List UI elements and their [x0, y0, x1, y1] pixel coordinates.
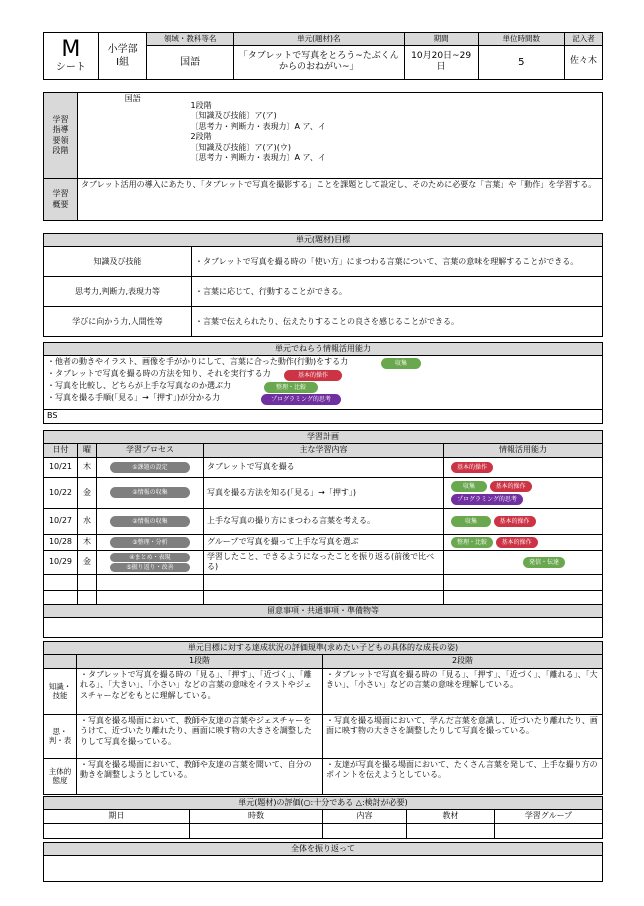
col-date: 日付 [44, 444, 78, 457]
notes-body [44, 618, 603, 638]
plan-content: タブレットで写真を撮る [204, 457, 444, 477]
goals-table [43, 233, 603, 337]
eval-s1: ・写真を撮る場面において、教師や友達の言葉やジェスチャーをうけて、近づいたり離れたり、画面に映す物の大きさを調整したりして写真を撮っている。 [77, 714, 323, 758]
unit-value: 「タブレットで写真をとろう~たぶくんからのおねがい~」 [233, 45, 404, 79]
plan-row [44, 477, 603, 508]
ability-text: ・写真を撮る手順(「見る」→「押す」)が分かる力 [47, 393, 220, 403]
subject-value: 国語 [147, 45, 233, 79]
guidance-line: 2段階 [190, 132, 212, 142]
plan-date: 10/22 [44, 477, 78, 508]
guidance-label: 学習指導要領段階 [44, 93, 78, 179]
plan-row-empty [44, 574, 603, 590]
goal-text: ・言葉に応じて、行動することができる。 [192, 277, 603, 307]
ability-tag: 基本的操作 [490, 481, 532, 492]
sheet-small: シート [55, 62, 86, 74]
review-title: 単元(題材)の評価(○:十分である △:検討が必要) [44, 797, 603, 810]
ability-tag: 整理・比較 [264, 382, 318, 393]
goals-title: 単元(題材)目標 [44, 234, 603, 247]
review-col: 内容 [323, 810, 407, 823]
plan-date: 10/27 [44, 508, 78, 534]
overview-label: 学習概要 [44, 179, 78, 221]
plan-row [44, 534, 603, 550]
guidance-line: 〔知識及び技能〕ア(ア) [190, 111, 277, 121]
ability-text: ・タブレットで写真を撮る時の方法を知り、それを実行する力 [47, 369, 271, 379]
review-col: 期日 [44, 810, 190, 823]
ability-item [47, 369, 599, 381]
guidance-line: 〔思考力・判断力・表現力〕A ア、イ [190, 121, 326, 131]
goal-label: 知識及び技能 [44, 247, 192, 277]
ability-text: ・写真を比較し、どちらが上手な写真なのか選ぶ力 [47, 381, 231, 391]
ability-tag: 収集 [451, 516, 491, 527]
ability-tag: 基本的操作 [496, 537, 538, 548]
label-period: 期間 [404, 33, 478, 46]
process-badge: ②情報の収集 [110, 516, 190, 527]
guidance-lines [188, 93, 603, 179]
abilities-title: 単元でねらう情報活用能力 [44, 343, 603, 356]
plan-content: 写真を撮る方法を知る(「見る」→「押す」) [204, 477, 444, 508]
guidance-line: 〔思考力・判断力・表現力〕A ア、イ [190, 152, 326, 162]
plan-date: 10/28 [44, 534, 78, 550]
plan-content: 上手な写真の撮り方にまつわる言葉を考える。 [204, 508, 444, 534]
dept: 小学部 [107, 43, 138, 55]
eval-label: 思・判・表 [44, 714, 77, 758]
ability-tag: 基本的操作 [451, 462, 493, 473]
plan-day: 木 [78, 457, 97, 477]
abilities-note: BS [44, 410, 603, 423]
reflect-body [44, 856, 603, 882]
ability-tag: 基本的操作 [284, 370, 342, 381]
guidance-line: 1段階 [190, 101, 212, 110]
label-subject: 領域・教科等名 [147, 33, 233, 46]
goal-text: ・言葉で伝えられたり、伝えたりすることの良さを感じることができる。 [192, 307, 603, 337]
eval-s1: ・写真を撮る場面において、教師や友達の言葉を聞いて、自分の動きを調整しようとしている。 [77, 758, 323, 794]
ability-tag: 基本的操作 [494, 516, 536, 527]
notes-title: 留意事項・共通事項・準備物等 [44, 605, 603, 618]
eval-title: 単元目標に対する達成状況の評価規準(求めたい子どもの具体的な成長の姿) [44, 642, 603, 655]
eval-s2: ・タブレットで写真を撮る時の「見る」、「押す」、「近づく」、「離れる」、「大きい」、「小さい」などの言葉の意味を理解している。 [323, 668, 603, 714]
eval-col1: 1段階 [77, 655, 323, 668]
header-table [43, 32, 603, 80]
plan-date: 10/21 [44, 457, 78, 477]
writer-value: 佐々木 [565, 45, 603, 79]
guidance-sublabel: 国語 [78, 93, 188, 179]
eval-col2: 2段階 [323, 655, 603, 668]
eval-s2: ・写真を撮る場面において、学んだ言葉を意識し、近づいたり離れたり、画面に映す物の大きさを調整したりして写真を撮っている。 [323, 714, 603, 758]
abilities-list [44, 356, 603, 410]
goal-text: ・タブレットで写真を撮る時の「使い方」にまつわる言葉について、言葉の意味を理解することができる。 [192, 247, 603, 277]
col-ability: 情報活用能力 [444, 444, 603, 457]
col-content: 主な学習内容 [204, 444, 444, 457]
plan-content: 学習したこと、できるようになったことを振り返る(前後で比べる) [204, 550, 444, 574]
ability-item [47, 393, 599, 405]
goal-label: 学びに向かう力,人間性等 [44, 307, 192, 337]
process-badge: ④まとめ・表現 [110, 553, 190, 562]
plan-day: 金 [78, 550, 97, 574]
eval-label: 知識・技能 [44, 668, 77, 714]
plan-date: 10/29 [44, 550, 78, 574]
ability-item [47, 357, 599, 369]
eval-label: 主体的態度 [44, 758, 77, 794]
plan-content: グループで写真を撮って上手な写真を選ぶ [204, 534, 444, 550]
process-badge: ③整理・分析 [110, 537, 190, 548]
plan-day: 木 [78, 534, 97, 550]
plan-day: 水 [78, 508, 97, 534]
ability-tag: プログラミング的思考 [451, 494, 523, 505]
ability-item [47, 381, 599, 393]
ability-tag: 収集 [381, 358, 421, 369]
plan-title: 学習計画 [44, 431, 603, 444]
goal-label: 思考力,判断力,表現力等 [44, 277, 192, 307]
review-col: 時数 [190, 810, 323, 823]
plan-table [43, 430, 603, 607]
col-process: 学習プロセス [97, 444, 204, 457]
sheet-big: M [61, 37, 81, 63]
hours-value: 5 [478, 45, 564, 79]
reflect-table [43, 842, 603, 882]
overview-text: タブレット活用の導入にあたり、「タブレットで写真を撮影する」ことを課題として設定し、そのために必要な「言葉」や「動作」を学習する。 [78, 179, 603, 221]
process-badge: ②情報の収集 [110, 487, 190, 498]
class: Ⅰ組 [116, 56, 130, 68]
guidance-table [43, 92, 603, 221]
process-badge: ①課題の設定 [110, 462, 190, 473]
plan-row [44, 550, 603, 574]
ability-text: ・他者の動きやイラスト、画像を手がかりにして、言葉に合った動作(行動)をする力 [47, 357, 349, 367]
review-col: 教材 [407, 810, 495, 823]
ability-tag: 整理・比較 [451, 537, 493, 548]
label-writer: 記入者 [565, 33, 603, 46]
guidance-line: 〔知識及び技能〕ア(ア)(ウ) [190, 142, 291, 152]
reflect-title: 全体を振り返って [44, 843, 603, 856]
eval-s2: ・友達が写真を撮る場面において、たくさん言葉を発して、上手な撮り方のポイントを伝えようとしている。 [323, 758, 603, 794]
review-table [43, 796, 603, 839]
plan-row [44, 508, 603, 534]
abilities-table [43, 342, 603, 424]
review-col: 学習グループ [495, 810, 603, 823]
label-hours: 単位時間数 [478, 33, 564, 46]
eval-table [43, 641, 603, 795]
process-badge: ⑤振り返り・改善 [110, 563, 190, 572]
plan-day: 金 [78, 477, 97, 508]
ability-tag: 収集 [451, 481, 487, 492]
ability-tag: プログラミング的思考 [261, 394, 341, 405]
period-value: 10月20日~29日 [404, 45, 478, 79]
eval-s1: ・タブレットで写真を撮る時の「見る」、「押す」、「近づく」、「離れる」、「大きい」、「小さい」などの言葉の意味をイラストやジェスチャーなどをもとに理解している。 [77, 668, 323, 714]
col-day: 曜 [78, 444, 97, 457]
ability-tag: 発信・伝達 [523, 557, 565, 568]
dept-class [98, 33, 147, 80]
label-unit: 単元(題材)名 [233, 33, 404, 46]
plan-row [44, 457, 603, 477]
sheet-label [44, 33, 99, 80]
notes-table [43, 604, 603, 638]
